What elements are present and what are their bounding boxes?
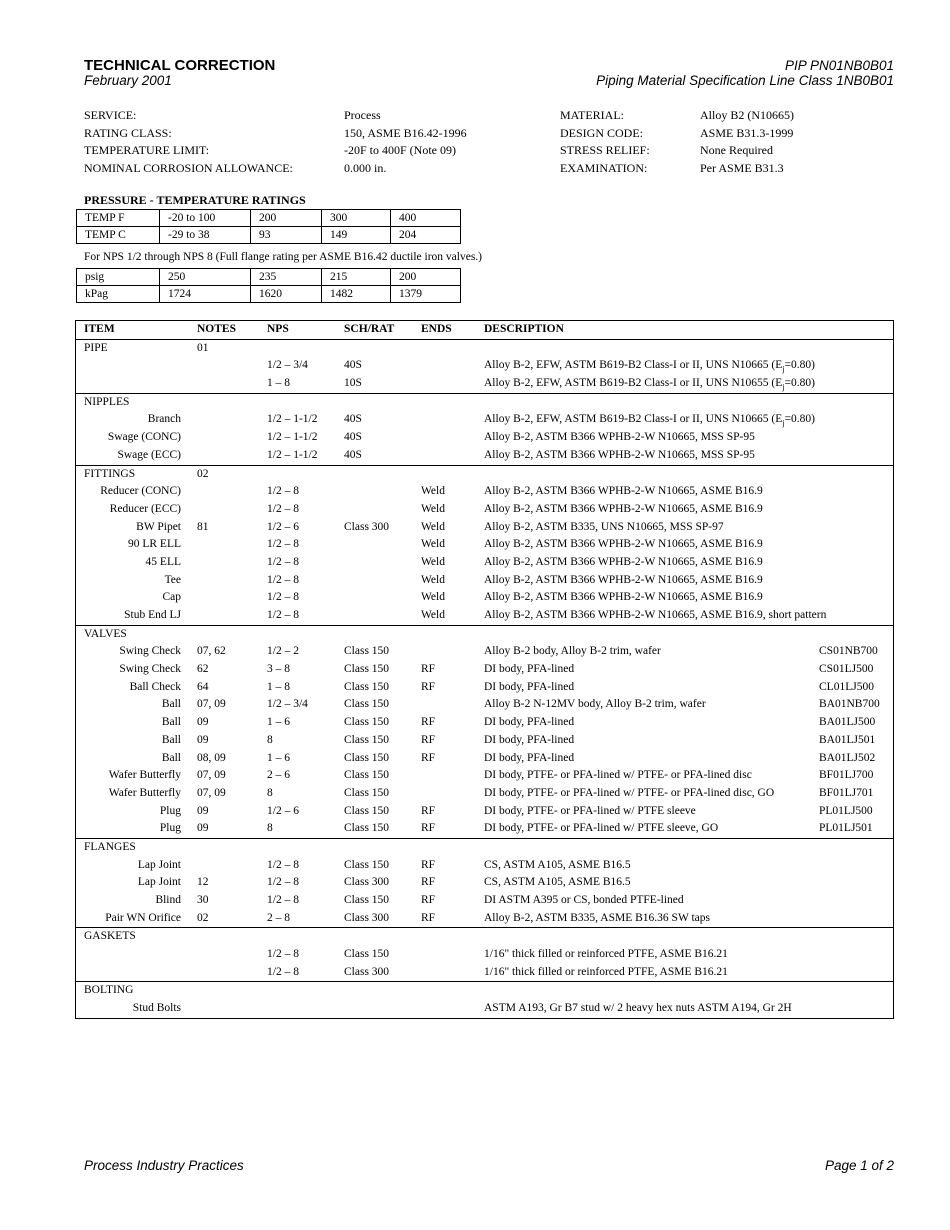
row-sch-rat: Class 150 [344, 822, 390, 835]
row-description: Alloy B-2, ASTM B366 WPHB-2-W N10665, ASME B16.9, short pattern [484, 609, 827, 621]
row-ends: Weld [421, 573, 445, 586]
row-ends: RF [421, 751, 436, 764]
row-notes: 08, 09 [197, 751, 226, 764]
row-valve-code: BA01LJ501 [819, 733, 876, 746]
service-value: Process [344, 108, 381, 122]
table-row [76, 946, 893, 964]
row-description: Alloy B-2, ASTM B366 WPHB-2-W N10665, ASME B16.9 [484, 573, 763, 586]
row-sch-rat: Class 150 [344, 698, 390, 711]
row-item: 45 ELL [145, 555, 181, 568]
row-description: DI body, PFA-lined [484, 663, 575, 676]
temperature-cell: 93 [251, 227, 322, 244]
row-description: ASTM A193, Gr B7 stud w/ 2 heavy hex nuts ASTM A194, Gr 2H [484, 1002, 792, 1015]
row-nps: 1/2 – 8 [267, 538, 299, 551]
temperature-table [76, 209, 461, 244]
row-notes: 09 [197, 804, 209, 817]
row-nps: 8 [267, 786, 273, 799]
row-description: CS, ASTM A105, ASME B16.5 [484, 858, 631, 871]
table-row [76, 483, 893, 501]
row-item: Swage (ECC) [117, 448, 181, 461]
service-row [84, 126, 904, 144]
row-ends: Weld [421, 538, 445, 551]
pressure-cell: 235 [251, 269, 322, 286]
section-name: FLANGES [84, 840, 136, 853]
service-row [84, 108, 904, 126]
table-row [76, 696, 893, 714]
row-notes: 30 [197, 894, 209, 906]
row-item: Blind [155, 894, 181, 906]
pressure-row [77, 269, 461, 286]
service-info [84, 108, 904, 179]
pressure-cell: kPag [77, 286, 160, 303]
row-ends: RF [421, 804, 436, 817]
ratings-title: PRESSURE - TEMPERATURE RATINGS [84, 193, 306, 207]
row-ends: RF [421, 822, 436, 835]
pressure-cell: psig [77, 269, 160, 286]
row-item: Plug [159, 804, 181, 817]
row-valve-code: BA01LJ502 [819, 751, 876, 764]
table-row [76, 803, 893, 821]
row-sch-rat: Class 150 [344, 786, 390, 799]
row-notes: 09 [197, 733, 209, 746]
row-description: DI body, PTFE- or PFA-lined w/ PTFE sleeve, GO [484, 822, 719, 835]
row-item: Stub End LJ [124, 609, 181, 621]
row-description: 1/16" thick filled or reinforced PTFE, ASME B16.21 [484, 948, 728, 961]
table-row [76, 767, 893, 785]
temperature-cell: 400 [391, 210, 461, 227]
row-nps: 1/2 – 8 [267, 858, 299, 871]
section-row [76, 838, 893, 857]
table-row [76, 750, 893, 768]
row-description: 1/16" thick filled or reinforced PTFE, ASME B16.21 [484, 965, 728, 978]
row-item: Lap Joint [137, 876, 181, 889]
row-nps: 1/2 – 8 [267, 573, 299, 586]
table-row [76, 411, 893, 429]
row-notes: 07, 09 [197, 786, 226, 799]
row-item: Cap [162, 591, 181, 604]
row-ends: RF [421, 858, 436, 871]
row-sch-rat: Class 150 [344, 645, 390, 658]
section-row [76, 981, 893, 1000]
temperature-cell: 200 [251, 210, 322, 227]
row-sch-rat: 10S [344, 377, 362, 390]
row-item: Reducer (ECC) [109, 502, 181, 515]
row-ends: RF [421, 911, 436, 924]
table-row [76, 519, 893, 537]
pressure-cell: 1379 [391, 286, 461, 303]
subscript-j: j [782, 382, 785, 392]
row-description: Alloy B-2, ASTM B366 WPHB-2-W N10665, MSS SP-95 [484, 448, 755, 461]
row-valve-code: PL01LJ501 [819, 822, 873, 835]
table-row [76, 429, 893, 447]
row-nps: 1/2 – 8 [267, 876, 299, 889]
service-row [84, 143, 904, 161]
row-ends: RF [421, 733, 436, 746]
row-description: Alloy B-2, ASTM B366 WPHB-2-W N10665, ASME B16.9 [484, 591, 763, 604]
section-notes: 02 [197, 467, 209, 480]
table-row [76, 501, 893, 519]
service-label: EXAMINATION: [560, 161, 648, 176]
row-nps: 1/2 – 8 [267, 965, 299, 978]
row-nps: 1/2 – 2 [267, 645, 299, 658]
service-label: TEMPERATURE LIMIT: [84, 143, 210, 158]
table-row [76, 643, 893, 661]
row-valve-code: CL01LJ500 [819, 680, 874, 693]
row-description: DI body, PFA-lined [484, 680, 575, 693]
row-notes: 64 [197, 680, 209, 693]
row-sch-rat: 40S [344, 359, 362, 372]
subscript-j: j [782, 418, 785, 428]
table-row [76, 714, 893, 732]
row-nps: 1 – 6 [267, 751, 290, 764]
row-description: Alloy B-2, ASTM B335, UNS N10665, MSS SP-97 [484, 520, 724, 533]
table-row [76, 554, 893, 572]
row-description: Alloy B-2, ASTM B366 WPHB-2-W N10665, ASME B16.9 [484, 555, 763, 568]
section-name: PIPE [84, 341, 108, 354]
row-sch-rat: 40S [344, 448, 362, 461]
row-notes: 07, 09 [197, 698, 226, 711]
row-item: Pair WN Orifice [105, 911, 181, 924]
table-header [76, 321, 893, 339]
row-sch-rat: 40S [344, 431, 362, 444]
row-valve-code: PL01LJ500 [819, 804, 873, 817]
header-sch-rat: SCH/RAT [344, 323, 395, 335]
row-valve-code: CS01NB700 [819, 645, 878, 658]
pressure-cell: 1482 [322, 286, 391, 303]
row-item: 90 LR ELL [127, 538, 181, 551]
table-row [76, 589, 893, 607]
section-name: BOLTING [84, 984, 134, 997]
row-ends: Weld [421, 591, 445, 604]
row-nps: 8 [267, 822, 273, 835]
document-title: TECHNICAL CORRECTION [84, 57, 276, 74]
row-nps: 1 – 8 [267, 680, 290, 693]
row-item: Wafer Butterfly [108, 769, 181, 782]
footer-organization: Process Industry Practices [84, 1158, 244, 1173]
row-item: Swing Check [119, 663, 181, 676]
header-description: DESCRIPTION [484, 323, 564, 335]
row-item: Ball Check [129, 680, 181, 693]
row-item: BW Pipet [136, 520, 181, 533]
table-row [76, 375, 893, 393]
document-id: PIP PN01NB0B01 [784, 58, 894, 73]
row-item: Reducer (CONC) [100, 485, 181, 498]
service-value: None Required [700, 143, 773, 158]
row-sch-rat: Class 300 [344, 965, 390, 978]
row-ends: Weld [421, 555, 445, 568]
table-row [76, 661, 893, 679]
temperature-row [77, 227, 461, 244]
row-notes: 02 [197, 911, 209, 924]
row-sch-rat: Class 150 [344, 663, 390, 676]
temperature-cell: 149 [322, 227, 391, 244]
row-notes: 09 [197, 822, 209, 835]
service-value: Alloy B2 (N10665) [700, 108, 794, 122]
row-nps: 2 – 8 [267, 911, 290, 924]
row-ends: RF [421, 894, 436, 906]
row-description: DI body, PFA-lined [484, 733, 575, 746]
row-nps: 1/2 – 8 [267, 894, 299, 906]
row-description: Alloy B-2, EFW, ASTM B619-B2 Class-I or II, UNS N10665 $(E_j=0.80)$ [484, 413, 815, 428]
material-table [75, 320, 894, 1019]
row-nps: 1/2 – 3/4 [267, 698, 308, 711]
row-nps: 1/2 – 8 [267, 591, 299, 604]
row-description: Alloy B-2, EFW, ASTM B619-B2 Class-I or II, UNS N10665 $(E_j=0.80)$ [484, 359, 815, 374]
service-label: STRESS RELIEF: [560, 143, 650, 158]
temperature-cell: 300 [322, 210, 391, 227]
section-row [76, 339, 893, 358]
row-sch-rat: 40S [344, 413, 362, 426]
service-label: NOMINAL CORROSION ALLOWANCE: [84, 161, 293, 176]
row-item: Plug [159, 822, 181, 835]
temperature-row [77, 210, 461, 227]
table-row [76, 536, 893, 554]
row-ends: Weld [421, 502, 445, 515]
pressure-cell: 1724 [160, 286, 251, 303]
table-row [76, 447, 893, 465]
row-sch-rat: Class 300 [344, 876, 390, 889]
service-value: 150, ASME B16.42-1996 [344, 125, 467, 140]
spec-title: Piping Material Specification Line Class 1NB0B01 [596, 73, 894, 88]
row-ends: RF [421, 876, 436, 889]
row-item: Swage (CONC) [107, 431, 181, 444]
row-item: Swing Check [119, 645, 181, 658]
pressure-cell: 250 [160, 269, 251, 286]
row-valve-code: BA01NB700 [819, 698, 880, 711]
row-nps: 1/2 – 1-1/2 [267, 448, 318, 461]
row-sch-rat: Class 300 [344, 911, 390, 924]
row-ends: Weld [421, 485, 445, 498]
row-ends: RF [421, 716, 436, 729]
row-item: Stud Bolts [132, 1002, 181, 1015]
row-description: Alloy B-2, ASTM B366 WPHB-2-W N10665, ASME B16.9 [484, 502, 763, 515]
document-date: February 2001 [84, 73, 172, 88]
table-row [76, 732, 893, 750]
table-row [76, 910, 893, 928]
table-row [76, 679, 893, 697]
row-description: CS, ASTM A105, ASME B16.5 [484, 876, 631, 889]
section-name: VALVES [84, 627, 127, 640]
section-row [76, 927, 893, 946]
row-ends: RF [421, 663, 436, 676]
subscript-j: j [782, 364, 785, 374]
header-ends: ENDS [421, 323, 452, 335]
pressure-table [76, 268, 461, 303]
temperature-cell: 204 [391, 227, 461, 244]
row-valve-code: BA01LJ500 [819, 716, 876, 729]
pressure-cell: 1620 [251, 286, 322, 303]
row-sch-rat: Class 150 [344, 751, 390, 764]
table-row [76, 785, 893, 803]
temperature-cell: -20 to 100 [160, 210, 251, 227]
section-row [76, 625, 893, 644]
table-row [76, 1000, 893, 1018]
table-row [76, 857, 893, 875]
section-row [76, 393, 893, 412]
row-nps: 1/2 – 8 [267, 948, 299, 961]
row-nps: 1 – 8 [267, 377, 290, 390]
row-description: DI ASTM A395 or CS, bonded PTFE-lined [484, 894, 684, 906]
row-nps: 3 – 8 [267, 663, 290, 676]
row-notes: 81 [197, 520, 209, 533]
row-ends: Weld [421, 609, 445, 621]
row-description: Alloy B-2, ASTM B366 WPHB-2-W N10665, ASME B16.9 [484, 538, 763, 551]
header-item: ITEM [84, 323, 115, 335]
header-notes: NOTES [197, 323, 236, 335]
table-row [76, 874, 893, 892]
temperature-cell: TEMP C [77, 227, 160, 244]
table-row [76, 892, 893, 910]
section-name: NIPPLES [84, 395, 130, 408]
service-label: MATERIAL: [560, 108, 624, 122]
row-description: DI body, PTFE- or PFA-lined w/ PTFE- or PFA-lined disc, GO [484, 786, 775, 799]
row-notes: 07, 62 [197, 645, 226, 658]
row-nps: 1 – 6 [267, 716, 290, 729]
page-number: Page 1 of 2 [824, 1158, 894, 1173]
row-nps: 1/2 – 1-1/2 [267, 431, 318, 444]
row-description: Alloy B-2, EFW, ASTM B619-B2 Class-I or II, UNS N10655 $(E_j=0.80)$ [484, 377, 815, 392]
section-notes: 01 [197, 341, 209, 354]
row-description: Alloy B-2, ASTM B366 WPHB-2-W N10665, MSS SP-95 [484, 431, 755, 444]
row-description: Alloy B-2 body, Alloy B-2 trim, wafer [484, 645, 661, 658]
row-ends: RF [421, 680, 436, 693]
row-sch-rat: Class 150 [344, 858, 390, 871]
service-label: RATING CLASS: [84, 125, 172, 140]
table-row [76, 572, 893, 590]
row-item: Ball [161, 751, 181, 764]
service-row [84, 161, 904, 179]
row-description: DI body, PTFE- or PFA-lined w/ PTFE sleeve [484, 804, 696, 817]
row-nps: 1/2 – 8 [267, 555, 299, 568]
row-nps: 1/2 – 1-1/2 [267, 413, 318, 426]
row-sch-rat: Class 300 [344, 520, 390, 533]
table-row [76, 820, 893, 838]
section-row [76, 465, 893, 484]
row-item: Lap Joint [137, 858, 181, 871]
row-sch-rat: Class 150 [344, 894, 390, 906]
row-nps: 1/2 – 6 [267, 804, 299, 817]
row-item: Wafer Butterfly [108, 786, 181, 799]
service-value: Per ASME B31.3 [700, 161, 784, 176]
table-row [76, 607, 893, 625]
row-nps: 1/2 – 3/4 [267, 359, 308, 372]
row-sch-rat: Class 150 [344, 948, 390, 961]
pressure-row [77, 286, 461, 303]
row-nps: 8 [267, 733, 273, 746]
service-label: DESIGN CODE: [560, 125, 643, 140]
row-valve-code: BF01LJ701 [819, 786, 874, 799]
row-notes: 09 [197, 716, 209, 729]
row-item: Tee [164, 573, 181, 586]
row-nps: 1/2 – 8 [267, 485, 299, 498]
temperature-cell: -29 to 38 [160, 227, 251, 244]
row-item: Ball [161, 733, 181, 746]
row-description: Alloy B-2, ASTM B335, ASME B16.36 SW taps [484, 911, 710, 924]
row-item: Ball [161, 716, 181, 729]
row-ends: Weld [421, 520, 445, 533]
row-notes: 07, 09 [197, 769, 226, 782]
ratings-note: For NPS 1/2 through NPS 8 (Full flange rating per ASME B16.42 ductile iron valves.) [84, 251, 483, 263]
temperature-cell: TEMP F [77, 210, 160, 227]
service-value: 0.000 in. [344, 161, 387, 176]
row-nps: 2 – 6 [267, 769, 290, 782]
row-sch-rat: Class 150 [344, 769, 390, 782]
row-description: Alloy B-2, ASTM B366 WPHB-2-W N10665, ASME B16.9 [484, 485, 763, 498]
row-sch-rat: Class 150 [344, 716, 390, 729]
section-name: GASKETS [84, 930, 136, 943]
pressure-cell: 200 [391, 269, 461, 286]
table-row [76, 964, 893, 982]
pressure-cell: 215 [322, 269, 391, 286]
row-sch-rat: Class 150 [344, 680, 390, 693]
row-sch-rat: Class 150 [344, 804, 390, 817]
row-nps: 1/2 – 6 [267, 520, 299, 533]
row-description: DI body, PFA-lined [484, 751, 575, 764]
row-notes: 12 [197, 876, 209, 889]
row-item: Ball [161, 698, 181, 711]
row-sch-rat: Class 150 [344, 733, 390, 746]
table-row [76, 357, 893, 375]
service-value: -20F to 400F (Note 09) [344, 143, 456, 158]
row-description: Alloy B-2 N-12MV body, Alloy B-2 trim, wafer [484, 698, 706, 711]
row-description: DI body, PTFE- or PFA-lined w/ PTFE- or PFA-lined disc [484, 769, 752, 782]
row-notes: 62 [197, 663, 209, 676]
row-item: Branch [147, 413, 181, 426]
row-valve-code: BF01LJ700 [819, 769, 874, 782]
section-name: FITTINGS [84, 467, 136, 480]
header-nps: NPS [267, 323, 289, 335]
service-value: ASME B31.3-1999 [700, 125, 794, 140]
row-nps: 1/2 – 8 [267, 502, 299, 515]
row-valve-code: CS01LJ500 [819, 663, 874, 676]
service-label: SERVICE: [84, 108, 137, 122]
row-description: DI body, PFA-lined [484, 716, 575, 729]
row-nps: 1/2 – 8 [267, 609, 299, 621]
